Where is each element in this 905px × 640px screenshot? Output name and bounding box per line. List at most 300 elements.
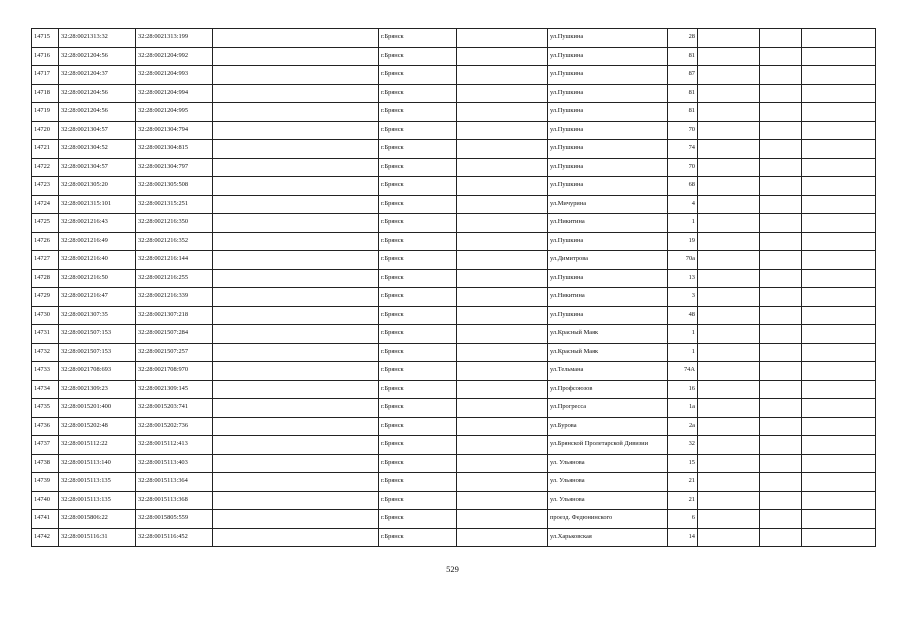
city-cell: г.Брянск [379,436,457,455]
empty-cell [760,177,802,196]
empty-cell [213,380,379,399]
empty-cell [457,288,548,307]
empty-cell [698,528,760,547]
building-cadastral-cell: 32:28:0021313:199 [136,29,213,48]
house-number-cell: 2а [668,417,698,436]
empty-cell [760,343,802,362]
street-cell: ул.Пушкина [548,103,668,122]
empty-cell [698,84,760,103]
house-number-cell: 1 [668,343,698,362]
cadastral-number-cell: 32:28:0021216:50 [59,269,136,288]
city-cell: г.Брянск [379,417,457,436]
table-row [32,399,876,418]
city-cell: г.Брянск [379,510,457,529]
empty-cell [802,140,876,159]
street-cell: ул. Ульянова [548,491,668,510]
empty-cell [213,399,379,418]
empty-cell [802,306,876,325]
empty-cell [213,325,379,344]
building-cadastral-cell: 32:28:0021315:251 [136,195,213,214]
table-row [32,195,876,214]
cadastral-number-cell: 32:28:0021216:49 [59,232,136,251]
empty-cell [698,251,760,270]
empty-cell [802,121,876,140]
empty-cell [457,66,548,85]
row-number-cell: 14721 [32,140,59,159]
empty-cell [457,417,548,436]
row-number-cell: 14738 [32,454,59,473]
house-number-cell: 87 [668,66,698,85]
empty-cell [802,103,876,122]
cadastral-number-cell: 32:28:0015112:22 [59,436,136,455]
empty-cell [760,473,802,492]
row-number-cell: 14722 [32,158,59,177]
empty-cell [457,195,548,214]
city-cell: г.Брянск [379,288,457,307]
cadastral-number-cell: 32:28:0021216:43 [59,214,136,233]
street-cell: ул.Пушкина [548,140,668,159]
empty-cell [802,232,876,251]
house-number-cell: 15 [668,454,698,473]
building-cadastral-cell: 32:28:0021204:993 [136,66,213,85]
building-cadastral-cell: 32:28:0021304:797 [136,158,213,177]
empty-cell [802,473,876,492]
empty-cell [457,140,548,159]
cadastral-number-cell: 32:28:0021304:52 [59,140,136,159]
table-row [32,380,876,399]
empty-cell [760,121,802,140]
table-row [32,251,876,270]
row-number-cell: 14742 [32,528,59,547]
empty-cell [213,288,379,307]
table-row [32,306,876,325]
table-row [32,269,876,288]
street-cell: ул.Пушкина [548,121,668,140]
street-cell: ул.Никитина [548,288,668,307]
table-row [32,47,876,66]
cadastral-number-cell: 32:28:0021309:23 [59,380,136,399]
row-number-cell: 14720 [32,121,59,140]
row-number-cell: 14728 [32,269,59,288]
empty-cell [457,491,548,510]
empty-cell [213,232,379,251]
building-cadastral-cell: 32:28:0021204:994 [136,84,213,103]
table-row [32,29,876,48]
city-cell: г.Брянск [379,454,457,473]
empty-cell [802,288,876,307]
building-cadastral-cell: 32:28:0015805:559 [136,510,213,529]
table-row [32,66,876,85]
table-row [32,121,876,140]
empty-cell [802,269,876,288]
empty-cell [698,325,760,344]
empty-cell [213,417,379,436]
empty-cell [760,214,802,233]
empty-cell [760,84,802,103]
empty-cell [802,454,876,473]
building-cadastral-cell: 32:28:0021216:255 [136,269,213,288]
street-cell: ул.Пушкина [548,158,668,177]
empty-cell [213,269,379,288]
building-cadastral-cell: 32:28:0021507:284 [136,325,213,344]
building-cadastral-cell: 32:28:0021204:995 [136,103,213,122]
city-cell: г.Брянск [379,343,457,362]
empty-cell [213,47,379,66]
empty-cell [457,399,548,418]
empty-cell [213,343,379,362]
cadastral-number-cell: 32:28:0021216:40 [59,251,136,270]
cadastral-number-cell: 32:28:0021204:37 [59,66,136,85]
city-cell: г.Брянск [379,528,457,547]
empty-cell [698,454,760,473]
empty-cell [457,306,548,325]
house-number-cell: 1 [668,214,698,233]
table-body [32,29,876,547]
cadastral-number-cell: 32:28:0015116:31 [59,528,136,547]
city-cell: г.Брянск [379,103,457,122]
building-cadastral-cell: 32:28:0021216:350 [136,214,213,233]
table-row [32,343,876,362]
street-cell: ул.Никитина [548,214,668,233]
street-cell: проезд. Федюнинского [548,510,668,529]
empty-cell [213,140,379,159]
empty-cell [760,29,802,48]
empty-cell [457,47,548,66]
building-cadastral-cell: 32:28:0015113:403 [136,454,213,473]
empty-cell [698,29,760,48]
empty-cell [760,436,802,455]
cadastral-number-cell: 32:28:0021708:693 [59,362,136,381]
cadastral-number-cell: 32:28:0021204:56 [59,103,136,122]
table-row [32,232,876,251]
empty-cell [760,47,802,66]
row-number-cell: 14739 [32,473,59,492]
city-cell: г.Брянск [379,269,457,288]
cadastral-number-cell: 32:28:0021507:153 [59,343,136,362]
house-number-cell: 4 [668,195,698,214]
house-number-cell: 70а [668,251,698,270]
row-number-cell: 14715 [32,29,59,48]
street-cell: ул.Харьковская [548,528,668,547]
building-cadastral-cell: 32:28:0015202:736 [136,417,213,436]
empty-cell [802,47,876,66]
empty-cell [698,195,760,214]
table-row [32,491,876,510]
empty-cell [802,214,876,233]
empty-cell [698,140,760,159]
house-number-cell: 13 [668,269,698,288]
house-number-cell: 32 [668,436,698,455]
empty-cell [457,325,548,344]
table-row [32,158,876,177]
building-cadastral-cell: 32:28:0021216:339 [136,288,213,307]
empty-cell [457,343,548,362]
empty-cell [760,417,802,436]
empty-cell [457,473,548,492]
table-row [32,362,876,381]
building-cadastral-cell: 32:28:0021304:794 [136,121,213,140]
row-number-cell: 14735 [32,399,59,418]
empty-cell [698,232,760,251]
street-cell: ул.Тельмана [548,362,668,381]
table-row [32,510,876,529]
empty-cell [760,362,802,381]
house-number-cell: 74А [668,362,698,381]
building-cadastral-cell: 32:28:0021309:145 [136,380,213,399]
empty-cell [457,84,548,103]
empty-cell [698,380,760,399]
empty-cell [213,158,379,177]
row-number-cell: 14737 [32,436,59,455]
cadastral-number-cell: 32:28:0015201:400 [59,399,136,418]
house-number-cell: 70 [668,158,698,177]
empty-cell [760,269,802,288]
empty-cell [698,362,760,381]
empty-cell [213,214,379,233]
empty-cell [457,510,548,529]
empty-cell [802,66,876,85]
empty-cell [802,195,876,214]
city-cell: г.Брянск [379,491,457,510]
empty-cell [213,66,379,85]
empty-cell [457,158,548,177]
empty-cell [457,121,548,140]
city-cell: г.Брянск [379,251,457,270]
house-number-cell: 1а [668,399,698,418]
street-cell: ул.Пушкина [548,84,668,103]
empty-cell [802,380,876,399]
table-row [32,288,876,307]
empty-cell [802,436,876,455]
cadastral-number-cell: 32:28:0015113:135 [59,473,136,492]
house-number-cell: 68 [668,177,698,196]
empty-cell [457,269,548,288]
empty-cell [213,177,379,196]
empty-cell [457,454,548,473]
table-row [32,325,876,344]
row-number-cell: 14726 [32,232,59,251]
row-number-cell: 14741 [32,510,59,529]
house-number-cell: 81 [668,84,698,103]
empty-cell [698,417,760,436]
row-number-cell: 14724 [32,195,59,214]
row-number-cell: 14734 [32,380,59,399]
building-cadastral-cell: 32:28:0021304:815 [136,140,213,159]
empty-cell [457,251,548,270]
building-cadastral-cell: 32:28:0015116:452 [136,528,213,547]
empty-cell [802,417,876,436]
empty-cell [213,436,379,455]
city-cell: г.Брянск [379,399,457,418]
empty-cell [698,158,760,177]
empty-cell [760,251,802,270]
empty-cell [760,158,802,177]
empty-cell [457,214,548,233]
empty-cell [760,306,802,325]
city-cell: г.Брянск [379,66,457,85]
empty-cell [802,362,876,381]
cadastral-number-cell: 32:28:0021204:56 [59,47,136,66]
street-cell: ул.Прогресса [548,399,668,418]
city-cell: г.Брянск [379,473,457,492]
row-number-cell: 14716 [32,47,59,66]
city-cell: г.Брянск [379,121,457,140]
page-number: 529 [446,564,459,574]
city-cell: г.Брянск [379,195,457,214]
empty-cell [698,269,760,288]
empty-cell [760,454,802,473]
building-cadastral-cell: 32:28:0021216:144 [136,251,213,270]
empty-cell [698,66,760,85]
row-number-cell: 14730 [32,306,59,325]
house-number-cell: 21 [668,473,698,492]
empty-cell [213,306,379,325]
street-cell: ул.Пушкина [548,306,668,325]
street-cell: ул.Пушкина [548,66,668,85]
city-cell: г.Брянск [379,140,457,159]
empty-cell [698,473,760,492]
cadastral-number-cell: 32:28:0021204:56 [59,84,136,103]
row-number-cell: 14732 [32,343,59,362]
empty-cell [213,362,379,381]
cadastral-number-cell: 32:28:0021304:57 [59,121,136,140]
cadastral-number-cell: 32:28:0021304:57 [59,158,136,177]
city-cell: г.Брянск [379,306,457,325]
street-cell: ул.Димитрова [548,251,668,270]
building-cadastral-cell: 32:28:0015203:741 [136,399,213,418]
city-cell: г.Брянск [379,177,457,196]
empty-cell [802,158,876,177]
street-cell: ул.Пушкина [548,177,668,196]
city-cell: г.Брянск [379,47,457,66]
empty-cell [698,47,760,66]
street-cell: ул.Красный Маяк [548,343,668,362]
row-number-cell: 14725 [32,214,59,233]
table-row [32,103,876,122]
empty-cell [802,528,876,547]
empty-cell [802,343,876,362]
house-number-cell: 81 [668,103,698,122]
empty-cell [457,177,548,196]
row-number-cell: 14733 [32,362,59,381]
cadastral-number-cell: 32:28:0021507:153 [59,325,136,344]
city-cell: г.Брянск [379,214,457,233]
registry-table [31,28,876,547]
empty-cell [213,528,379,547]
building-cadastral-cell: 32:28:0015113:364 [136,473,213,492]
city-cell: г.Брянск [379,84,457,103]
cadastral-number-cell: 32:28:0021216:47 [59,288,136,307]
empty-cell [802,251,876,270]
cadastral-number-cell: 32:28:0021315:101 [59,195,136,214]
empty-cell [213,473,379,492]
empty-cell [760,288,802,307]
empty-cell [802,510,876,529]
empty-cell [213,121,379,140]
empty-cell [802,491,876,510]
empty-cell [213,491,379,510]
house-number-cell: 81 [668,47,698,66]
street-cell: ул.Пушкина [548,47,668,66]
city-cell: г.Брянск [379,380,457,399]
empty-cell [802,399,876,418]
empty-cell [760,325,802,344]
table-row [32,84,876,103]
empty-cell [698,491,760,510]
house-number-cell: 70 [668,121,698,140]
street-cell: ул.Пушкина [548,269,668,288]
city-cell: г.Брянск [379,158,457,177]
cadastral-number-cell: 32:28:0021305:20 [59,177,136,196]
empty-cell [760,491,802,510]
table-row [32,417,876,436]
empty-cell [698,103,760,122]
house-number-cell: 19 [668,232,698,251]
empty-cell [698,288,760,307]
empty-cell [802,177,876,196]
empty-cell [213,29,379,48]
city-cell: г.Брянск [379,325,457,344]
street-cell: ул.Мичурина [548,195,668,214]
empty-cell [760,66,802,85]
table-row [32,214,876,233]
empty-cell [760,528,802,547]
empty-cell [457,380,548,399]
empty-cell [760,140,802,159]
empty-cell [457,362,548,381]
table-row [32,454,876,473]
row-number-cell: 14719 [32,103,59,122]
house-number-cell: 74 [668,140,698,159]
empty-cell [698,399,760,418]
house-number-cell: 1 [668,325,698,344]
cadastral-number-cell: 32:28:0015113:140 [59,454,136,473]
empty-cell [760,103,802,122]
house-number-cell: 28 [668,29,698,48]
street-cell: ул. Ульянова [548,473,668,492]
row-number-cell: 14740 [32,491,59,510]
row-number-cell: 14729 [32,288,59,307]
empty-cell [698,177,760,196]
building-cadastral-cell: 32:28:0021204:992 [136,47,213,66]
table-row [32,528,876,547]
building-cadastral-cell: 32:28:0021708:970 [136,362,213,381]
row-number-cell: 14717 [32,66,59,85]
empty-cell [802,84,876,103]
table-row [32,436,876,455]
street-cell: ул.Красный Маяк [548,325,668,344]
empty-cell [698,343,760,362]
empty-cell [457,436,548,455]
row-number-cell: 14736 [32,417,59,436]
building-cadastral-cell: 32:28:0021507:257 [136,343,213,362]
street-cell: ул.Бурова [548,417,668,436]
empty-cell [213,510,379,529]
empty-cell [213,103,379,122]
cadastral-number-cell: 32:28:0021307:35 [59,306,136,325]
empty-cell [213,84,379,103]
empty-cell [457,103,548,122]
cadastral-number-cell: 32:28:0015806:22 [59,510,136,529]
house-number-cell: 21 [668,491,698,510]
street-cell: ул. Ульянова [548,454,668,473]
empty-cell [457,29,548,48]
empty-cell [213,195,379,214]
street-cell: ул.Профсоюзов [548,380,668,399]
building-cadastral-cell: 32:28:0015112:413 [136,436,213,455]
row-number-cell: 14718 [32,84,59,103]
cadastral-number-cell: 32:28:0015202:48 [59,417,136,436]
